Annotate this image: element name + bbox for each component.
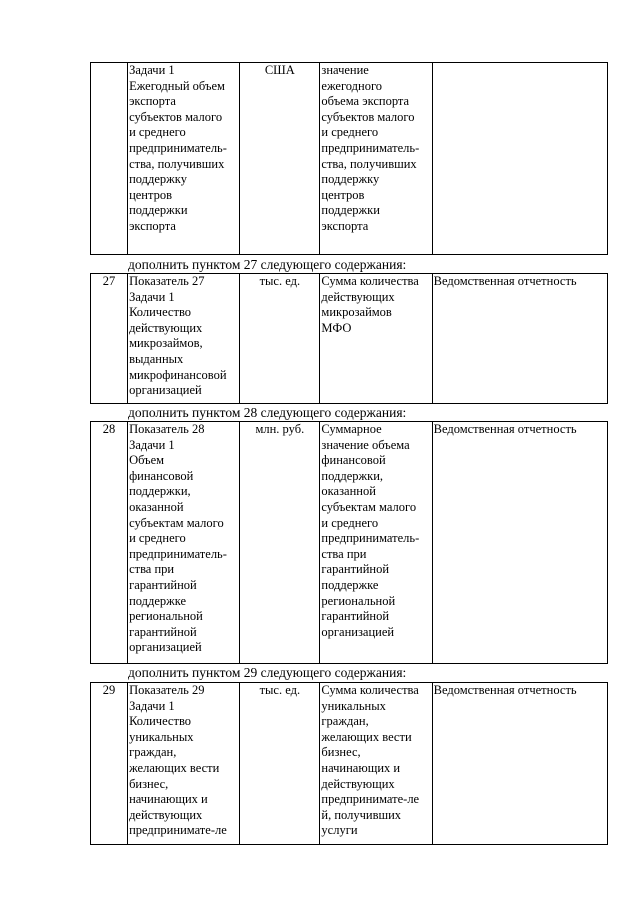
source-cell: Ведомственная отчетность [432, 683, 607, 845]
indicator-cell: Показатель 27 Задачи 1 Количество действующих микрозаймов, выданных микрофинансовой организацией [128, 274, 240, 404]
source-cell [432, 63, 607, 255]
method-cell: Сумма количества уникальных граждан, желающих вести бизнес, начинающих и действующих предпринимате-ле й, получивших услуги [320, 683, 432, 845]
unit-cell: млн. руб. [240, 422, 320, 664]
section-lead-text: дополнить пунктом 29 следующего содержания: [128, 665, 407, 680]
indicator-cell: Показатель 28 Задачи 1 Объем финансовой поддержки, оказанной субъектам малого и среднего предприниматель- ства при гарантийной поддержке региональной гарантийной организацией [128, 422, 240, 664]
indicator-cell: Показатель 29 Задачи 1 Количество уникальных граждан, желающих вести бизнес, начинающих и действующих предпринимате-ле [128, 683, 240, 845]
unit-cell: США [240, 63, 320, 255]
unit-cell: тыс. ед. [240, 274, 320, 404]
table-row [91, 422, 608, 664]
method-cell: Суммарное значение объема финансовой поддержки, оказанной субъектам малого и среднего предприниматель- ства при гарантийной поддержке региональной гарантийной организацией [320, 422, 432, 664]
row-number-cell: 29 [91, 683, 128, 845]
row-number-cell [91, 63, 128, 255]
section-table-28 [90, 421, 608, 664]
source-cell: Ведомственная отчетность [432, 274, 607, 404]
unit-cell: тыс. ед. [240, 683, 320, 845]
source-cell: Ведомственная отчетность [432, 422, 607, 664]
table-row [91, 274, 608, 404]
row-number-cell: 27 [91, 274, 128, 404]
table-row [91, 683, 608, 845]
row-number-cell: 28 [91, 422, 128, 664]
section-table-29 [90, 682, 608, 845]
continuation-table [90, 62, 608, 255]
table-row [91, 63, 608, 255]
section-lead-text: дополнить пунктом 28 следующего содержания: [128, 405, 407, 420]
method-cell: значение ежегодного объема экспорта субъектов малого и среднего предприниматель- ства, получивших поддержку центров поддержки экспорта [320, 63, 432, 255]
section-table-27 [90, 273, 608, 404]
section-lead-text: дополнить пунктом 27 следующего содержания: [128, 257, 407, 272]
method-cell: Сумма количества действующих микрозаймов МФО [320, 274, 432, 404]
indicator-cell: Задачи 1 Ежегодный объем экспорта субъектов малого и среднего предприниматель- ства, получивших поддержку центров поддержки экспорта [128, 63, 240, 255]
